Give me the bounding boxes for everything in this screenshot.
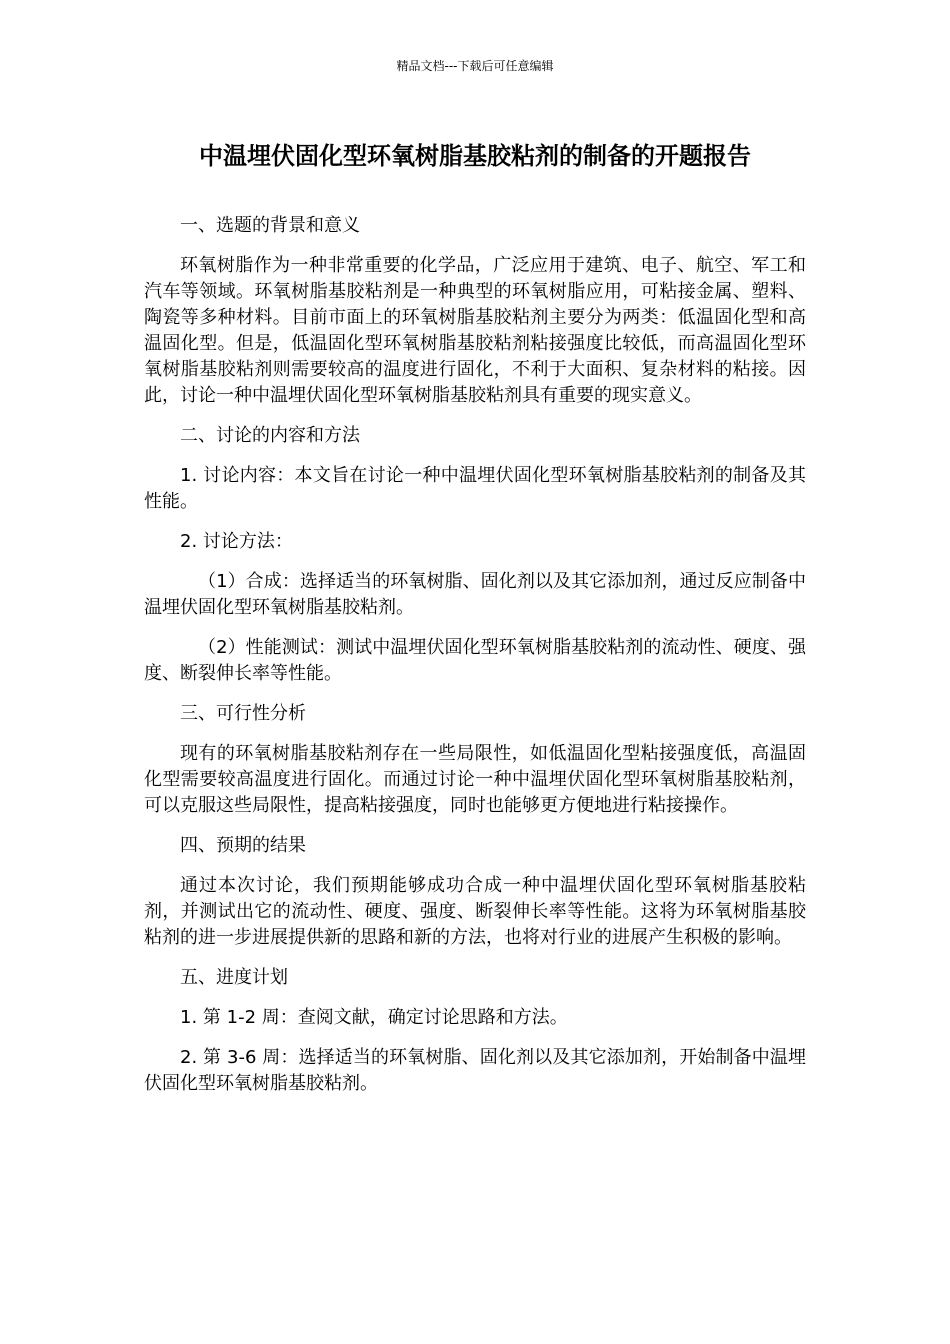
schedule-item: 1. 第 1-2 周：查阅文献，确定讨论思路和方法。	[180, 1007, 568, 1028]
paragraph-performance-test: （2）性能测试：测试中温埋伏固化型环氧树脂基胶粘剂的流动性、硬度、强度、断裂伸长率等性能。	[144, 637, 806, 684]
document-title: 中温埋伏固化型环氧树脂基胶粘剂的制备的开题报告	[199, 142, 751, 170]
paragraph-feasibility: 现有的环氧树脂基胶粘剂存在一些局限性，如低温固化型粘接强度低，高温固化型需要较高温度进行固化。而通过讨论一种中温埋伏固化型环氧树脂基胶粘剂，可以克服这些局限性，提高粘接强度，同时也能够更方便地进行粘接操作。	[144, 743, 806, 816]
section-heading-background: 一、选题的背景和意义	[180, 215, 360, 236]
schedule-item: 2. 第 3-6 周：选择适当的环氧树脂、固化剂以及其它添加剂，开始制备中温埋伏固化型环氧树脂基胶粘剂。	[144, 1047, 806, 1094]
paragraph-expected-results: 通过本次讨论，我们预期能够成功合成一种中温埋伏固化型环氧树脂基胶粘剂，并测试出它的流动性、硬度、强度、断裂伸长率等性能。这将为环氧树脂基胶粘剂的进一步进展提供新的思路和新的方法，也将对行业的进展产生积极的影响。	[144, 875, 806, 948]
paragraph-research-content: 1. 讨论内容：本文旨在讨论一种中温埋伏固化型环氧树脂基胶粘剂的制备及其性能。	[144, 465, 806, 512]
section-heading-feasibility: 三、可行性分析	[180, 703, 306, 724]
document-body	[144, 213, 806, 1111]
paragraph-research-method: 2. 讨论方法：	[180, 531, 293, 552]
section-heading-expected-results: 四、预期的结果	[180, 835, 306, 856]
section-heading-schedule: 五、进度计划	[180, 967, 288, 988]
page-header: 精品文档---下载后可任意编辑	[396, 59, 554, 73]
paragraph-background: 环氧树脂作为一种非常重要的化学品，广泛应用于建筑、电子、航空、军工和汽车等领域。环氧树脂基胶粘剂是一种典型的环氧树脂应用，可粘接金属、塑料、陶瓷等多种材料。目前市面上的环氧树脂基胶粘剂主要分为两类：低温固化型和高温固化型。但是，低温固化型环氧树脂基胶粘剂粘接强度比较低，而高温固化型环氧树脂基胶粘剂则需要较高的温度进行固化，不利于大面积、复杂材料的粘接。因此，讨论一种中温埋伏固化型环氧树脂基胶粘剂具有重要的现实意义。	[144, 255, 806, 406]
paragraph-synthesis: （1）合成：选择适当的环氧树脂、固化剂以及其它添加剂，通过反应制备中温埋伏固化型环氧树脂基胶粘剂。	[144, 571, 806, 618]
section-heading-content-method: 二、讨论的内容和方法	[180, 425, 360, 446]
